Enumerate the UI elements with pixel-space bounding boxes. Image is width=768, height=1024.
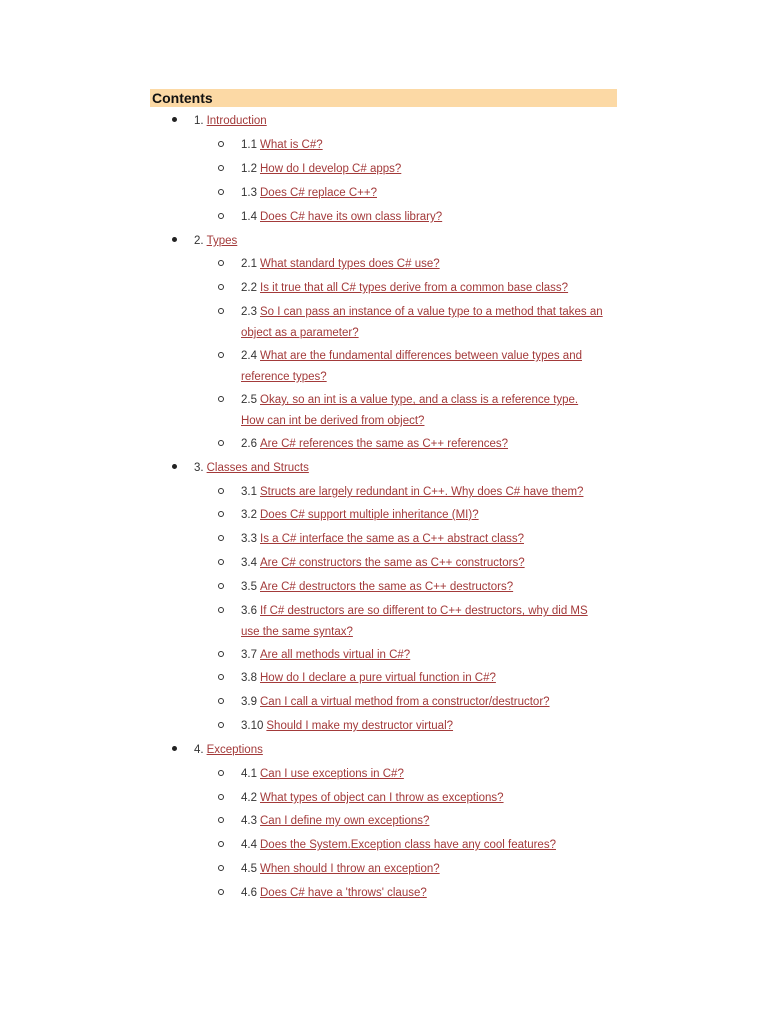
- circle-bullet-icon: [218, 770, 224, 776]
- section-number: 1.: [194, 115, 204, 127]
- toc-link[interactable]: Structs are largely redundant in C++. Why does C# have them?: [260, 486, 584, 498]
- toc-link[interactable]: How do I develop C# apps?: [260, 163, 402, 175]
- toc-link[interactable]: Should I make my destructor virtual?: [266, 720, 454, 732]
- section-number: 4.: [194, 744, 204, 756]
- toc-item: [218, 715, 453, 737]
- item-number: 1.3: [241, 187, 257, 199]
- toc-link-introduction[interactable]: Introduction: [206, 115, 267, 127]
- toc-link[interactable]: How do I declare a pure virtual function in C#?: [260, 672, 496, 684]
- toc-item: [218, 667, 496, 689]
- toc-link[interactable]: What standard types does C# use?: [260, 258, 440, 270]
- toc-link[interactable]: Does C# have a 'throws' clause?: [260, 887, 427, 899]
- toc-link[interactable]: Can I call a virtual method from a constructor/destructor?: [260, 696, 550, 708]
- toc-item: [218, 691, 550, 713]
- circle-bullet-icon: [218, 698, 224, 704]
- toc-section-types: [172, 230, 237, 252]
- circle-bullet-icon: [218, 865, 224, 871]
- toc-link[interactable]: Are C# references the same as C++ references?: [260, 438, 509, 450]
- circle-bullet-icon: [218, 352, 224, 358]
- toc-link[interactable]: Is a C# interface the same as a C++ abstract class?: [260, 533, 524, 545]
- circle-bullet-icon: [218, 284, 224, 290]
- toc-item: [218, 253, 440, 275]
- toc-item: [218, 858, 440, 880]
- toc-item: [218, 389, 578, 411]
- circle-bullet-icon: [218, 841, 224, 847]
- toc-link[interactable]: Does C# have its own class library?: [260, 211, 443, 223]
- section-number: 2.: [194, 235, 204, 247]
- item-number: 2.2: [241, 282, 257, 294]
- circle-bullet-icon: [218, 511, 224, 517]
- toc-link[interactable]: Does C# replace C++?: [260, 187, 377, 199]
- circle-bullet-icon: [218, 583, 224, 589]
- circle-bullet-icon: [218, 308, 224, 314]
- toc-item: [218, 433, 508, 455]
- item-number: 2.6: [241, 438, 257, 450]
- toc-item-continuation: [241, 621, 353, 643]
- toc-section-exceptions: [172, 739, 263, 761]
- section-number: 3.: [194, 462, 204, 474]
- contents-header: [150, 89, 617, 107]
- item-number: 4.6: [241, 887, 257, 899]
- toc-item: [218, 576, 513, 598]
- item-number: 2.5: [241, 394, 257, 406]
- circle-bullet-icon: [218, 559, 224, 565]
- toc-item: [218, 277, 568, 299]
- circle-bullet-icon: [218, 889, 224, 895]
- toc-link-types[interactable]: Types: [206, 235, 238, 247]
- circle-bullet-icon: [218, 213, 224, 219]
- toc-link[interactable]: Can I define my own exceptions?: [260, 815, 430, 827]
- circle-bullet-icon: [218, 817, 224, 823]
- toc-item: [218, 528, 524, 550]
- item-number: 3.8: [241, 672, 257, 684]
- toc-item: [218, 882, 427, 904]
- item-number: 4.5: [241, 863, 257, 875]
- toc-section-introduction: [172, 110, 267, 132]
- circle-bullet-icon: [218, 165, 224, 171]
- item-number: 3.5: [241, 581, 257, 593]
- toc-item: [218, 301, 603, 323]
- item-number: 2.3: [241, 306, 257, 318]
- toc-link[interactable]: reference types?: [241, 371, 327, 383]
- bullet-icon: [172, 464, 177, 469]
- toc-link[interactable]: Are all methods virtual in C#?: [260, 649, 411, 661]
- toc-link[interactable]: Does the System.Exception class have any cool features?: [260, 839, 556, 851]
- item-number: 1.4: [241, 211, 257, 223]
- toc-item: [218, 504, 479, 526]
- item-number: 2.1: [241, 258, 257, 270]
- circle-bullet-icon: [218, 722, 224, 728]
- toc-link[interactable]: Does C# support multiple inheritance (MI)?: [260, 509, 479, 521]
- item-number: 3.2: [241, 509, 257, 521]
- toc-item: [218, 600, 588, 622]
- item-number: 3.9: [241, 696, 257, 708]
- toc-link[interactable]: If C# destructors are so different to C++ destructors, why did MS: [260, 605, 588, 617]
- item-number: 2.4: [241, 350, 257, 362]
- toc-link[interactable]: object as a parameter?: [241, 327, 359, 339]
- toc-item-continuation: [241, 366, 327, 388]
- item-number: 4.3: [241, 815, 257, 827]
- circle-bullet-icon: [218, 535, 224, 541]
- circle-bullet-icon: [218, 440, 224, 446]
- toc-link[interactable]: use the same syntax?: [241, 626, 353, 638]
- toc-link[interactable]: Are C# destructors the same as C++ destructors?: [260, 581, 514, 593]
- toc-link[interactable]: How can int be derived from object?: [241, 415, 425, 427]
- toc-item: [218, 134, 323, 156]
- item-number: 1.2: [241, 163, 257, 175]
- toc-item: [218, 810, 429, 832]
- circle-bullet-icon: [218, 674, 224, 680]
- contents-title: Contents: [152, 90, 213, 106]
- item-number: 3.6: [241, 605, 257, 617]
- circle-bullet-icon: [218, 607, 224, 613]
- toc-item: [218, 644, 410, 666]
- toc-item: [218, 345, 582, 367]
- item-number: 4.1: [241, 768, 257, 780]
- toc-item: [218, 158, 401, 180]
- circle-bullet-icon: [218, 794, 224, 800]
- toc-item-continuation: [241, 322, 359, 344]
- toc-link[interactable]: What are the fundamental differences between value types and: [260, 350, 582, 362]
- bullet-icon: [172, 237, 177, 242]
- toc-link[interactable]: When should I throw an exception?: [260, 863, 440, 875]
- toc-item: [218, 834, 556, 856]
- toc-item: [218, 787, 504, 809]
- toc-item: [218, 763, 404, 785]
- toc-link[interactable]: What types of object can I throw as exceptions?: [260, 792, 504, 804]
- toc-link[interactable]: Can I use exceptions in C#?: [260, 768, 404, 780]
- toc-link[interactable]: Is it true that all C# types derive from a common base class?: [260, 282, 569, 294]
- toc-section-classes-and-structs: [172, 457, 309, 479]
- toc-item-continuation: [241, 410, 424, 432]
- toc-link[interactable]: So I can pass an instance of a value type to a method that takes an: [260, 306, 603, 318]
- item-number: 3.10: [241, 720, 264, 732]
- item-number: 4.2: [241, 792, 257, 804]
- item-number: 3.4: [241, 557, 257, 569]
- bullet-icon: [172, 746, 177, 751]
- item-number: 4.4: [241, 839, 257, 851]
- toc-link[interactable]: What is C#?: [260, 139, 323, 151]
- circle-bullet-icon: [218, 488, 224, 494]
- item-number: 3.7: [241, 649, 257, 661]
- item-number: 3.1: [241, 486, 257, 498]
- toc-link[interactable]: Are C# constructors the same as C++ constructors?: [260, 557, 525, 569]
- circle-bullet-icon: [218, 189, 224, 195]
- bullet-icon: [172, 117, 177, 122]
- toc-link-classes-and-structs[interactable]: Classes and Structs: [206, 462, 309, 474]
- toc-item: [218, 481, 583, 503]
- circle-bullet-icon: [218, 396, 224, 402]
- toc-link[interactable]: Okay, so an int is a value type, and a class is a reference type.: [260, 394, 579, 406]
- toc-item: [218, 206, 442, 228]
- circle-bullet-icon: [218, 260, 224, 266]
- item-number: 1.1: [241, 139, 257, 151]
- circle-bullet-icon: [218, 651, 224, 657]
- toc-item: [218, 552, 525, 574]
- circle-bullet-icon: [218, 141, 224, 147]
- item-number: 3.3: [241, 533, 257, 545]
- toc-link-exceptions[interactable]: Exceptions: [206, 744, 263, 756]
- toc-item: [218, 182, 377, 204]
